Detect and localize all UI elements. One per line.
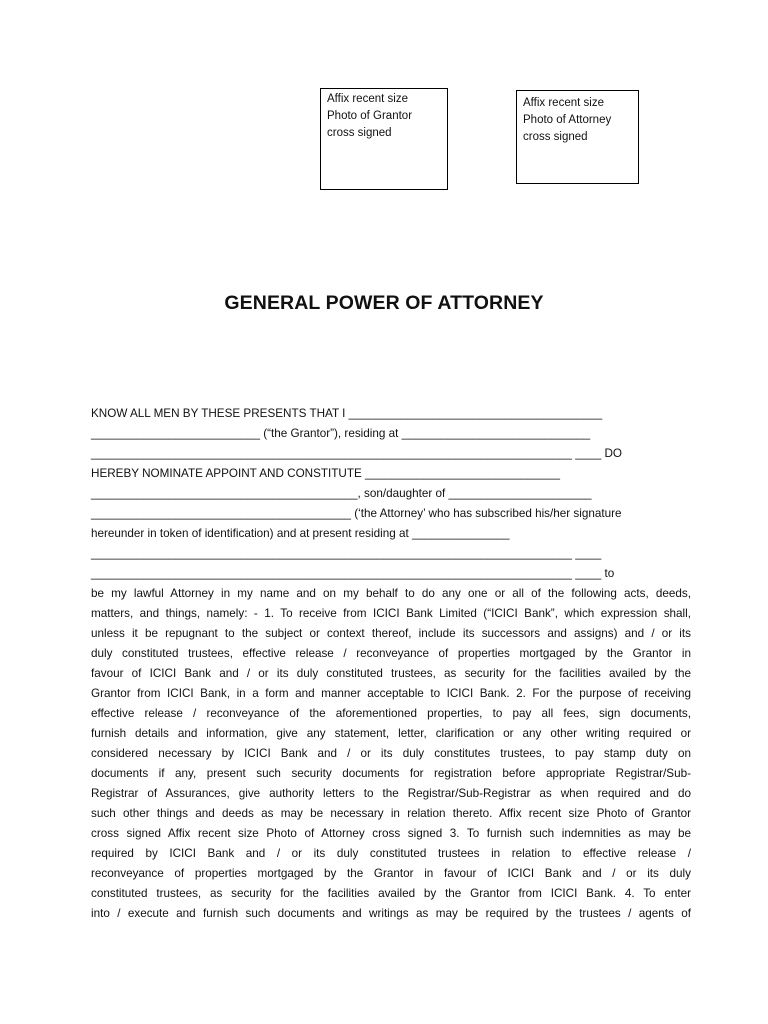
body-line: _________________________________________, son/daughter of ______________________ bbox=[91, 487, 592, 500]
body-line: favour of ICICI Bank and / or its duly constituted trustees, as security for the facilities availed by the bbox=[91, 667, 691, 680]
body-line: furnish details and information, give any statement, letter, clarification or any other writing required or bbox=[91, 727, 691, 740]
body-line: into / execute and furnish such documents and writings as may be required by the trustees / agents of bbox=[91, 907, 691, 920]
body-line: __________________________________________________________________________ ____ bbox=[91, 547, 602, 560]
document-title: GENERAL POWER OF ATTORNEY bbox=[224, 292, 544, 314]
body-line: __________________________ (“the Grantor”), residing at _____________________________ bbox=[91, 427, 591, 440]
attorney-photo-box: Affix recent size Photo of Attorney cross signed bbox=[516, 90, 639, 184]
body-line: duly constituted trustees, effective release / reconveyance of properties mortgaged by the Grantor in bbox=[91, 647, 691, 660]
body-line: Registrar of Assurances, give authority letters to the Registrar/Sub-Registrar as when required and do bbox=[91, 787, 691, 800]
body-line: cross signed Affix recent size Photo of Attorney cross signed 3. To furnish such indemnities as may be bbox=[91, 827, 691, 840]
body-line: matters, and things, namely: - 1. To receive from ICICI Bank Limited (“ICICI Bank”, which expression shall, bbox=[91, 607, 691, 620]
body-line: HEREBY NOMINATE APPOINT AND CONSTITUTE ______________________________ bbox=[91, 467, 561, 480]
body-line: ________________________________________ (‘the Attorney’ who has subscribed his/her signature bbox=[91, 507, 622, 520]
body-line: considered necessary by ICICI Bank and / or its duly constitutes trustees, to pay stamp duty on bbox=[91, 747, 691, 760]
body-line: be my lawful Attorney in my name and on my behalf to do any one or all of the following acts, deeds, bbox=[91, 587, 691, 600]
body-line: __________________________________________________________________________ ____ DO bbox=[91, 447, 623, 460]
body-line: required by ICICI Bank and / or its duly constituted trustees in relation to effective release / bbox=[91, 847, 691, 860]
body-line: effective release / reconveyance of the aforementioned properties, to pay all fees, sign documents, bbox=[91, 707, 691, 720]
body-line: Grantor from ICICI Bank, in a form and manner acceptable to ICICI Bank. 2. For the purpose of receiving bbox=[91, 687, 691, 700]
body-line: reconveyance of properties mortgaged by the Grantor in favour of ICICI Bank and / or its duly bbox=[91, 867, 691, 880]
body-line: constituted trustees, as security for the facilities availed by the Grantor from ICICI Bank. 4. To enter bbox=[91, 887, 691, 900]
body-line: KNOW ALL MEN BY THESE PRESENTS THAT I _______________________________________ bbox=[91, 407, 603, 420]
document-body bbox=[91, 404, 691, 924]
body-line: unless it be repugnant to the subject or context thereof, include its successors and assigns) and / or its bbox=[91, 627, 691, 640]
grantor-photo-box: Affix recent size Photo of Grantor cross signed bbox=[320, 88, 448, 190]
body-line: such other things and deeds as may be necessary in relation thereto. Affix recent size Photo of Grantor bbox=[91, 807, 691, 820]
body-line: documents if any, present such security documents for registration before appropriate Registrar/Sub- bbox=[91, 767, 691, 780]
body-line: __________________________________________________________________________ ____ to bbox=[91, 567, 615, 580]
body-line: hereunder in token of identification) and at present residing at _______________ bbox=[91, 527, 510, 540]
